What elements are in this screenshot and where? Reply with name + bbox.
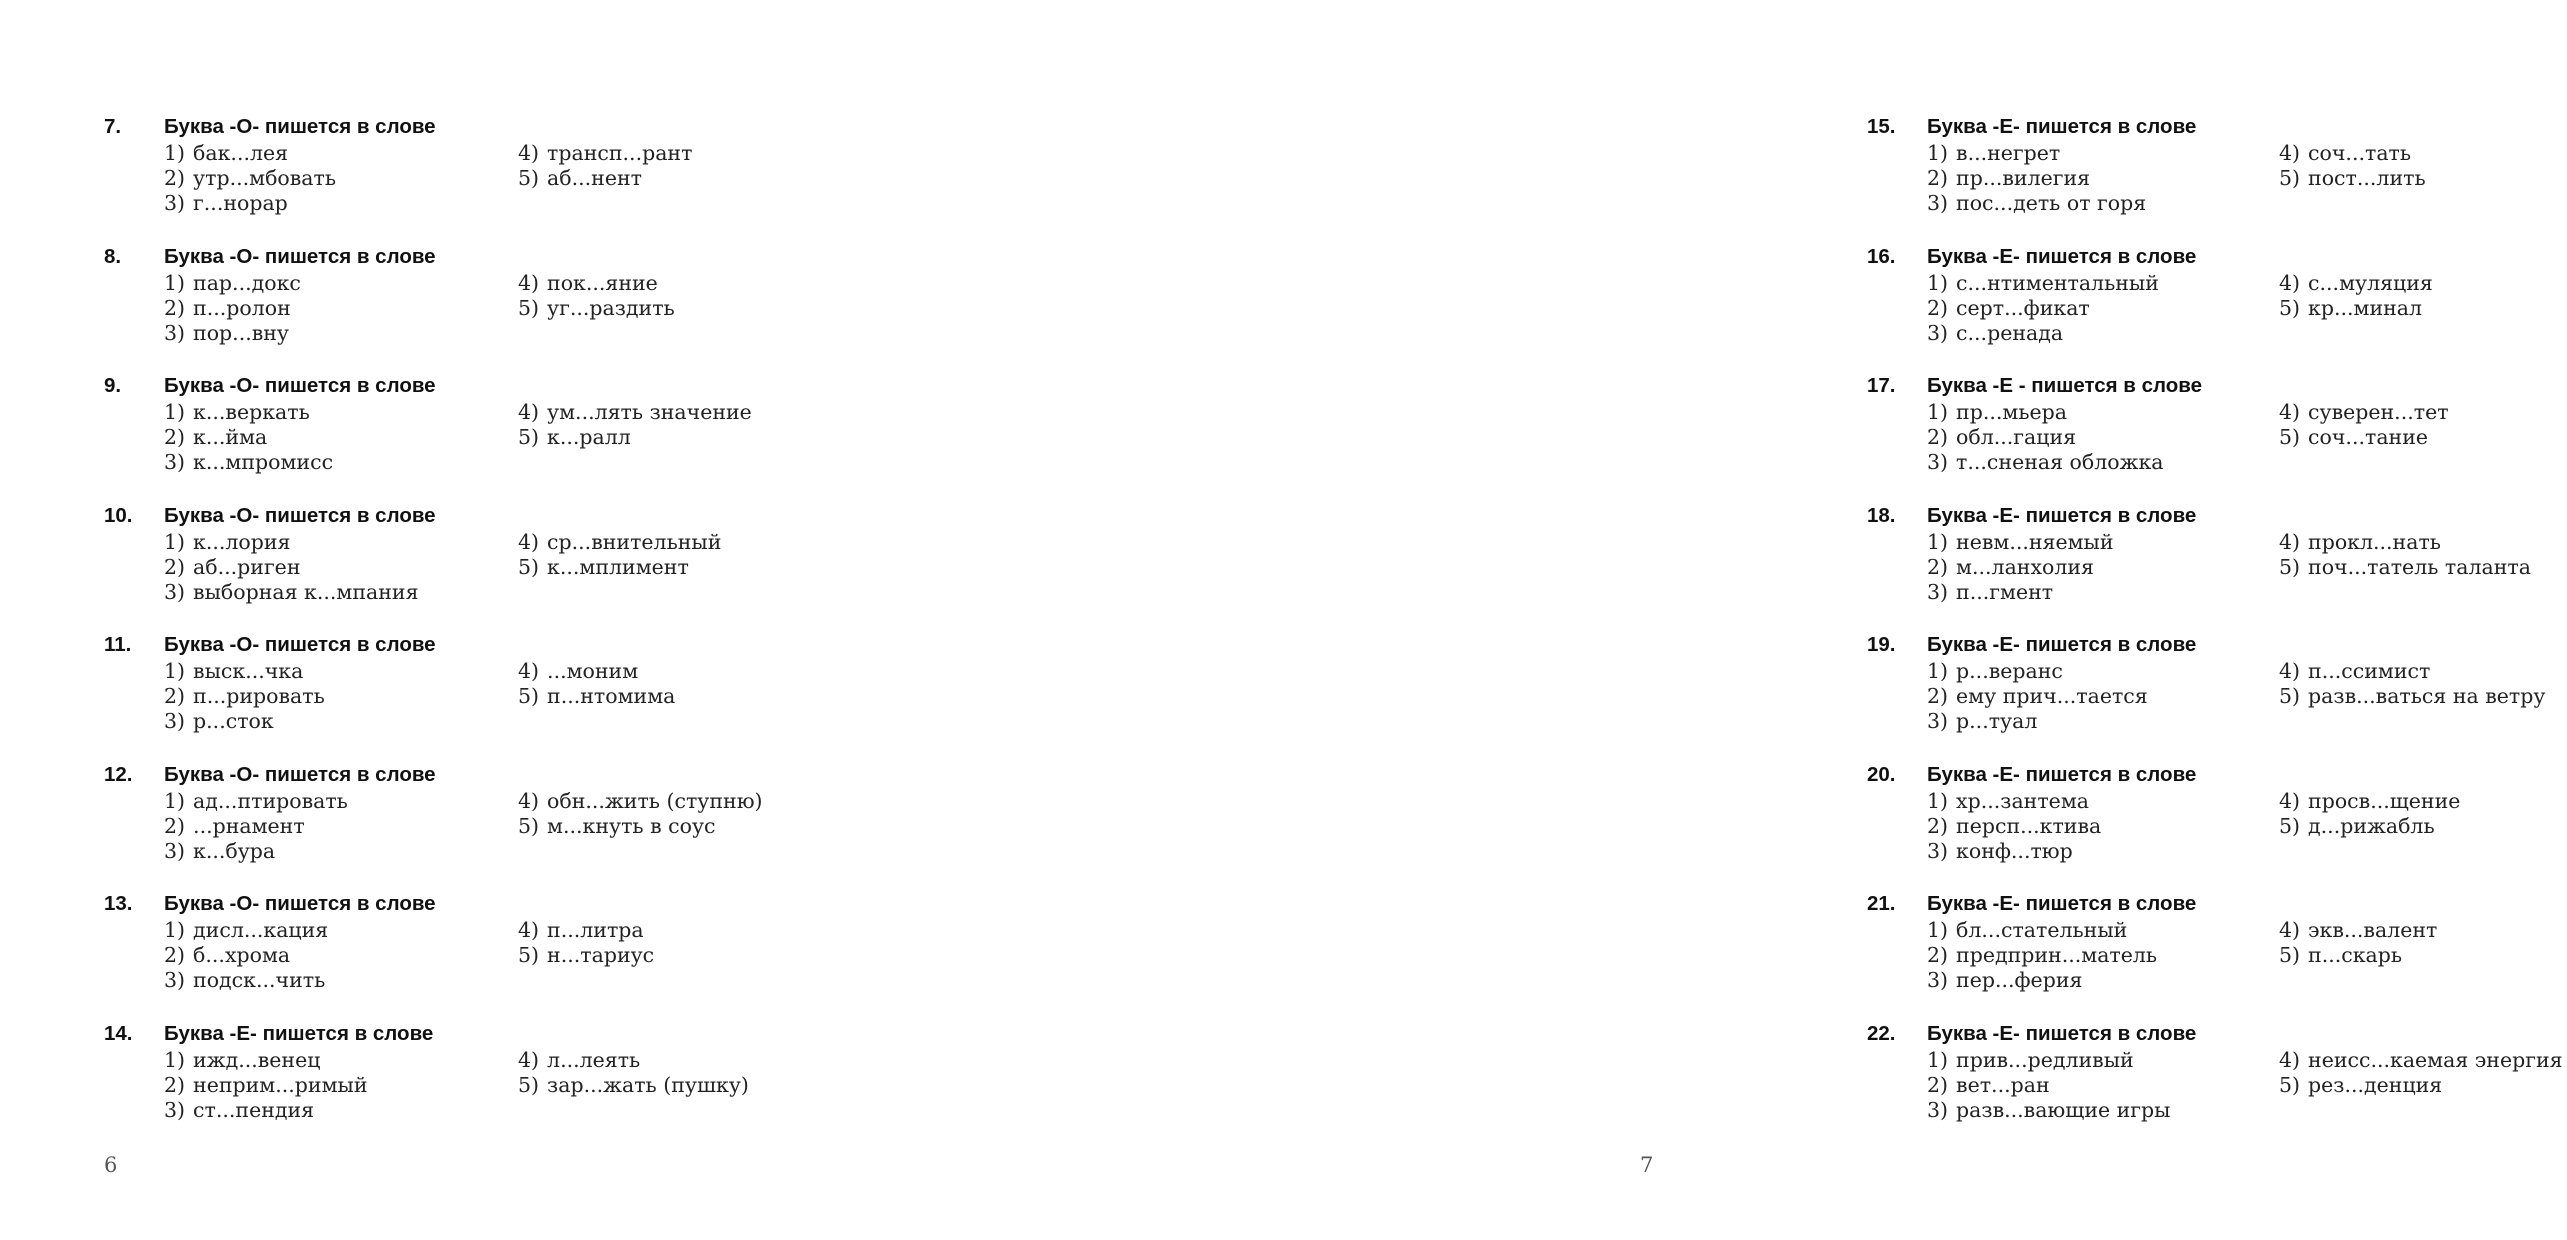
question: [1867, 763, 2567, 873]
answer-option[interactable]: [1927, 529, 2114, 555]
answer-option[interactable]: [164, 190, 288, 216]
option-word: обн...жить (ступню): [547, 788, 763, 813]
option-word: неисс...каемая энергия: [2308, 1047, 2563, 1072]
question: [1867, 245, 2567, 355]
option-number: 4): [518, 529, 540, 554]
answer-option[interactable]: [518, 295, 675, 321]
option-number: 1): [164, 400, 186, 424]
question: [104, 633, 804, 743]
answer-option[interactable]: [164, 813, 305, 839]
option-number: 1): [1927, 659, 1949, 683]
question: [1867, 115, 2567, 225]
question: [104, 115, 804, 225]
question-number: 10.: [104, 503, 133, 527]
option-number: 2): [164, 425, 186, 449]
answer-option[interactable]: [518, 554, 689, 580]
option-number: 4): [2279, 918, 2301, 942]
option-word: п...гмент: [1956, 579, 2054, 604]
option-number: 5): [2279, 684, 2301, 708]
left-page: [0, 0, 877, 1240]
option-number: 4): [2279, 529, 2301, 554]
answer-option[interactable]: [1927, 917, 2127, 943]
option-word: зар...жать (пушку): [547, 1072, 749, 1097]
option-word: п...рировать: [193, 684, 325, 708]
question-number: 18.: [1867, 503, 1896, 527]
question-title: Буква -О- пишется в слове: [164, 633, 436, 656]
option-number: 4): [518, 918, 540, 942]
answer-option[interactable]: [1927, 1097, 2171, 1123]
question: [1867, 633, 2567, 743]
question-title: Буква -О- пишется в слове: [164, 762, 436, 786]
option-word: к...веркать: [193, 400, 310, 424]
answer-option[interactable]: [518, 140, 692, 166]
question: [1867, 892, 2567, 1002]
option-word: п...ссимист: [2308, 659, 2431, 683]
option-word: р...сток: [193, 709, 274, 733]
option-number: 3): [1927, 579, 1949, 604]
option-word: с...муляция: [2308, 270, 2433, 295]
option-number: 2): [1927, 166, 1949, 190]
answer-option[interactable]: [2279, 1072, 2442, 1098]
answer-option[interactable]: [518, 424, 631, 450]
question: [1867, 374, 2567, 484]
option-number: 2): [1927, 295, 1949, 320]
option-word: рез...денция: [2308, 1072, 2443, 1097]
option-word: к...мплимент: [547, 554, 689, 579]
answer-option[interactable]: [2279, 658, 2430, 684]
answer-option[interactable]: [2279, 399, 2449, 425]
option-number: 1): [164, 918, 186, 942]
answer-option[interactable]: [1927, 295, 2090, 321]
option-word: ...рнамент: [193, 813, 305, 838]
option-number: 2): [1927, 554, 1949, 579]
option-number: 3): [1927, 1097, 1949, 1122]
option-number: 4): [518, 1047, 540, 1072]
answer-option[interactable]: [1927, 449, 2164, 475]
answer-option[interactable]: [2279, 683, 2545, 709]
answer-option[interactable]: [1927, 708, 2037, 734]
question: [104, 892, 804, 1002]
question-title: Буква -Е- пишется в слове: [1927, 503, 2197, 527]
option-word: ст...пендия: [193, 1097, 315, 1122]
option-number: 1): [1927, 788, 1949, 813]
question-number: 12.: [104, 762, 133, 786]
answer-option[interactable]: [1927, 165, 2090, 191]
option-number: 1): [1927, 141, 1949, 165]
answer-option[interactable]: [164, 658, 303, 684]
option-word: просв...щение: [2308, 788, 2461, 813]
option-number: 5): [518, 295, 540, 320]
option-number: 3): [164, 1097, 186, 1122]
answer-option[interactable]: [2279, 165, 2426, 191]
option-number: 4): [518, 141, 540, 165]
option-number: 1): [1927, 400, 1949, 424]
answer-option[interactable]: [2279, 813, 2435, 839]
option-word: ср...внительный: [547, 529, 722, 554]
option-word: м...кнуть в соус: [547, 813, 716, 838]
answer-option[interactable]: [164, 1072, 368, 1098]
option-word: аб...риген: [193, 554, 301, 579]
option-word: предприн...матель: [1956, 943, 2158, 967]
question-number: 22.: [1867, 1021, 1896, 1045]
answer-option[interactable]: [518, 1072, 749, 1098]
question-title: Буква -О- пишется в слове: [164, 892, 436, 915]
option-word: пок...яние: [547, 270, 658, 295]
answer-option[interactable]: [1927, 813, 2101, 839]
option-number: 5): [2279, 295, 2301, 320]
option-number: 1): [164, 141, 186, 165]
option-number: 2): [164, 166, 186, 190]
question-title: Буква -Е- пишется в слове: [1927, 892, 2197, 915]
question: [1867, 504, 2567, 614]
option-number: 5): [518, 813, 540, 838]
answer-option[interactable]: [164, 942, 290, 968]
answer-option[interactable]: [518, 788, 763, 814]
option-number: 1): [1927, 918, 1949, 942]
page-number-right: 7: [1640, 1153, 1654, 1177]
option-number: 1): [1927, 1047, 1949, 1072]
option-number: 2): [1927, 813, 1949, 838]
option-word: н...тариус: [547, 943, 655, 967]
answer-option[interactable]: [1927, 967, 2082, 993]
option-word: ижд...венец: [193, 1047, 321, 1072]
question-number: 14.: [104, 1021, 133, 1045]
option-word: с...ренада: [1956, 320, 2064, 345]
option-number: 4): [518, 270, 540, 295]
option-number: 4): [2279, 1047, 2301, 1072]
question-title: Буква -Е- пишется в слове: [1927, 115, 2197, 138]
question-title: Буква -О- пишется в слове: [164, 374, 436, 397]
option-number: 4): [2279, 788, 2301, 813]
answer-option[interactable]: [164, 424, 267, 450]
option-number: 5): [2279, 1072, 2301, 1097]
answer-option[interactable]: [164, 967, 325, 993]
answer-option[interactable]: [2279, 788, 2460, 814]
answer-option[interactable]: [2279, 529, 2441, 555]
question-number: 17.: [1867, 374, 1896, 397]
option-word: б...хрома: [193, 943, 291, 967]
option-number: 1): [1927, 529, 1949, 554]
answer-option[interactable]: [164, 838, 275, 864]
answer-option[interactable]: [518, 813, 716, 839]
option-word: к...мпромисс: [193, 450, 334, 474]
question-number: 7.: [104, 115, 122, 138]
question: [1867, 1022, 2567, 1132]
answer-option[interactable]: [164, 140, 288, 166]
option-word: к...йма: [193, 425, 268, 449]
answer-option[interactable]: [518, 658, 638, 684]
option-word: пр...мьера: [1956, 400, 2067, 424]
answer-option[interactable]: [164, 683, 325, 709]
option-word: утр...мбовать: [193, 166, 337, 190]
option-number: 3): [164, 191, 186, 215]
answer-option[interactable]: [164, 579, 419, 605]
option-word: р...туал: [1956, 709, 2038, 733]
answer-option[interactable]: [1927, 554, 2094, 580]
option-word: экв...валент: [2308, 918, 2438, 942]
option-word: п...скарь: [2308, 943, 2403, 967]
option-number: 3): [164, 968, 186, 992]
option-number: 1): [1927, 270, 1949, 295]
option-word: вет...ран: [1956, 1072, 2050, 1097]
option-word: пер...ферия: [1956, 968, 2083, 992]
option-number: 2): [164, 684, 186, 708]
answer-option[interactable]: [164, 708, 274, 734]
option-word: ад...птировать: [193, 788, 348, 813]
answer-option[interactable]: [164, 449, 333, 475]
answer-option[interactable]: [518, 165, 642, 191]
option-number: 1): [164, 529, 186, 554]
option-word: п...литра: [547, 918, 644, 942]
option-number: 5): [518, 684, 540, 708]
question-title: Буква -О- пишется в слове: [164, 115, 436, 138]
answer-option[interactable]: [518, 683, 675, 709]
option-word: пр...вилегия: [1956, 166, 2091, 190]
option-number: 5): [2279, 166, 2301, 190]
option-word: уг...раздить: [547, 295, 675, 320]
option-number: 1): [164, 1047, 186, 1072]
answer-option[interactable]: [1927, 838, 2073, 864]
answer-option[interactable]: [2279, 917, 2437, 943]
question-title: Буква -Е- пишется в слове: [164, 1021, 434, 1045]
option-word: д...рижабль: [2308, 813, 2435, 838]
option-word: т...сненая обложка: [1956, 450, 2164, 474]
option-word: ум...лять значение: [547, 400, 752, 424]
option-word: аб...нент: [547, 166, 642, 190]
answer-option[interactable]: [518, 399, 752, 425]
option-word: ...моним: [547, 659, 639, 683]
answer-option[interactable]: [1927, 140, 2060, 166]
option-word: бл...стательный: [1956, 918, 2128, 942]
answer-option[interactable]: [2279, 270, 2433, 296]
option-word: л...леять: [547, 1047, 641, 1072]
answer-option[interactable]: [164, 1047, 320, 1073]
answer-option[interactable]: [1927, 1047, 2134, 1073]
option-word: г...норар: [193, 191, 288, 215]
option-number: 2): [164, 554, 186, 579]
option-word: персп...ктива: [1956, 813, 2102, 838]
answer-option[interactable]: [518, 942, 654, 968]
question-title: Буква -Е- пишется в слове: [1927, 762, 2197, 786]
option-word: п...нтомима: [547, 684, 676, 708]
option-word: соч...тать: [2308, 141, 2412, 165]
question-number: 19.: [1867, 633, 1896, 656]
question: [104, 1022, 804, 1132]
option-number: 5): [518, 1072, 540, 1097]
option-number: 5): [518, 425, 540, 449]
answer-option[interactable]: [164, 529, 291, 555]
option-word: к...ралл: [547, 425, 631, 449]
option-number: 4): [518, 400, 540, 424]
question-number: 9.: [104, 374, 122, 397]
option-number: 4): [518, 788, 540, 813]
option-number: 4): [2279, 141, 2301, 165]
answer-option[interactable]: [1927, 658, 2063, 684]
question-number: 11.: [104, 633, 132, 656]
answer-option[interactable]: [2279, 1047, 2563, 1073]
option-word: м...ланхолия: [1956, 554, 2094, 579]
question-title: Буква -Е- пишется в слове: [1927, 1021, 2197, 1045]
option-number: 5): [518, 943, 540, 967]
answer-option[interactable]: [518, 270, 658, 296]
answer-option[interactable]: [164, 1097, 314, 1123]
option-number: 3): [1927, 320, 1949, 345]
answer-option[interactable]: [164, 295, 291, 321]
question-title: Буква -О- пишется в слове: [164, 503, 436, 527]
option-number: 3): [1927, 191, 1949, 215]
option-word: п...ролон: [193, 295, 291, 320]
answer-option[interactable]: [518, 1047, 640, 1073]
option-word: разв...вающие игры: [1956, 1097, 2171, 1122]
question-title: Буква -Е - пишется в слове: [1927, 374, 2203, 397]
option-number: 5): [2279, 425, 2301, 449]
answer-option[interactable]: [2279, 424, 2428, 450]
option-number: 4): [518, 659, 540, 683]
question-number: 20.: [1867, 762, 1896, 786]
question: [104, 374, 804, 484]
answer-option[interactable]: [164, 399, 310, 425]
answer-option[interactable]: [1927, 424, 2076, 450]
option-number: 2): [164, 1072, 186, 1097]
option-number: 2): [1927, 1072, 1949, 1097]
option-number: 3): [1927, 968, 1949, 992]
answer-option[interactable]: [1927, 683, 2148, 709]
option-number: 1): [164, 270, 186, 295]
option-number: 2): [164, 943, 186, 967]
option-number: 2): [1927, 684, 1949, 708]
option-number: 2): [1927, 943, 1949, 967]
page-number-left: 6: [104, 1153, 118, 1177]
option-word: трансп...рант: [547, 141, 693, 165]
option-number: 4): [2279, 270, 2301, 295]
answer-option[interactable]: [1927, 320, 2063, 346]
option-number: 3): [164, 450, 186, 474]
option-word: суверен...тет: [2308, 400, 2449, 424]
answer-option[interactable]: [2279, 140, 2411, 166]
option-word: выборная к...мпания: [193, 579, 419, 604]
option-number: 3): [164, 320, 186, 345]
option-word: кр...минал: [2308, 295, 2423, 320]
answer-option[interactable]: [2279, 554, 2531, 580]
question-title: Буква -Е- пишется в слове: [1927, 633, 2197, 656]
answer-option[interactable]: [1927, 1072, 2050, 1098]
option-word: пос...деть от горя: [1956, 191, 2147, 215]
question-number: 15.: [1867, 115, 1896, 138]
option-word: пар...докс: [193, 270, 301, 295]
option-number: 1): [164, 788, 186, 813]
option-word: поч...татель таланта: [2308, 554, 2531, 579]
option-number: 5): [2279, 554, 2301, 579]
answer-option[interactable]: [2279, 295, 2422, 321]
option-number: 4): [2279, 659, 2301, 683]
answer-option[interactable]: [1927, 270, 2159, 296]
answer-option[interactable]: [2279, 942, 2402, 968]
question-title: Буква -Е- пишется в слове: [1927, 244, 2197, 268]
question: [104, 504, 804, 614]
option-word: подск...чить: [193, 968, 326, 992]
question-title: Буква -О- пишется в слове: [164, 244, 436, 268]
option-word: прокл...нать: [2308, 529, 2441, 554]
right-page: [877, 0, 2563, 1240]
answer-option[interactable]: [1927, 788, 2089, 814]
option-number: 5): [2279, 813, 2301, 838]
answer-option[interactable]: [164, 320, 289, 346]
option-word: обл...гация: [1956, 425, 2077, 449]
option-word: бак...лея: [193, 141, 289, 165]
option-word: соч...тание: [2308, 425, 2428, 449]
option-word: хр...зантема: [1956, 788, 2089, 813]
option-number: 2): [164, 813, 186, 838]
answer-option[interactable]: [1927, 190, 2146, 216]
option-word: в...негрет: [1956, 141, 2061, 165]
option-word: серт...фикат: [1956, 295, 2090, 320]
option-word: разв...ваться на ветру: [2308, 684, 2546, 708]
option-number: 4): [2279, 400, 2301, 424]
option-word: прив...редливый: [1956, 1047, 2134, 1072]
answer-option[interactable]: [1927, 399, 2067, 425]
option-word: конф...тюр: [1956, 838, 2073, 863]
question-number: 21.: [1867, 892, 1896, 915]
answer-option[interactable]: [164, 165, 336, 191]
option-number: 1): [164, 659, 186, 683]
question: [104, 763, 804, 873]
option-number: 3): [1927, 709, 1949, 733]
answer-option[interactable]: [164, 270, 301, 296]
question-number: 8.: [104, 244, 122, 268]
option-word: дисл...кация: [193, 918, 329, 942]
question-number: 13.: [104, 892, 133, 915]
option-number: 2): [1927, 425, 1949, 449]
option-word: ему прич...тается: [1956, 684, 2148, 708]
option-word: к...бура: [193, 838, 276, 863]
option-word: пор...вну: [193, 320, 289, 345]
option-word: невм...няемый: [1956, 529, 2114, 554]
option-number: 5): [2279, 943, 2301, 967]
option-number: 3): [164, 579, 186, 604]
answer-option[interactable]: [164, 917, 328, 943]
option-number: 3): [1927, 450, 1949, 474]
question: [104, 245, 804, 355]
answer-option[interactable]: [164, 554, 300, 580]
option-number: 2): [164, 295, 186, 320]
option-number: 5): [518, 166, 540, 190]
option-number: 3): [164, 838, 186, 863]
option-number: 3): [164, 709, 186, 733]
option-number: 3): [1927, 838, 1949, 863]
option-word: к...лория: [193, 529, 291, 554]
question-number: 16.: [1867, 244, 1896, 268]
option-word: р...веранс: [1956, 659, 2063, 683]
answer-option[interactable]: [518, 529, 721, 555]
answer-option[interactable]: [518, 917, 644, 943]
answer-option[interactable]: [1927, 579, 2053, 605]
answer-option[interactable]: [1927, 942, 2157, 968]
option-word: пост...лить: [2308, 166, 2426, 190]
option-word: выск...чка: [193, 659, 304, 683]
option-number: 5): [518, 554, 540, 579]
option-word: неприм...римый: [193, 1072, 368, 1097]
answer-option[interactable]: [164, 788, 348, 814]
option-word: с...нтиментальный: [1956, 270, 2159, 295]
